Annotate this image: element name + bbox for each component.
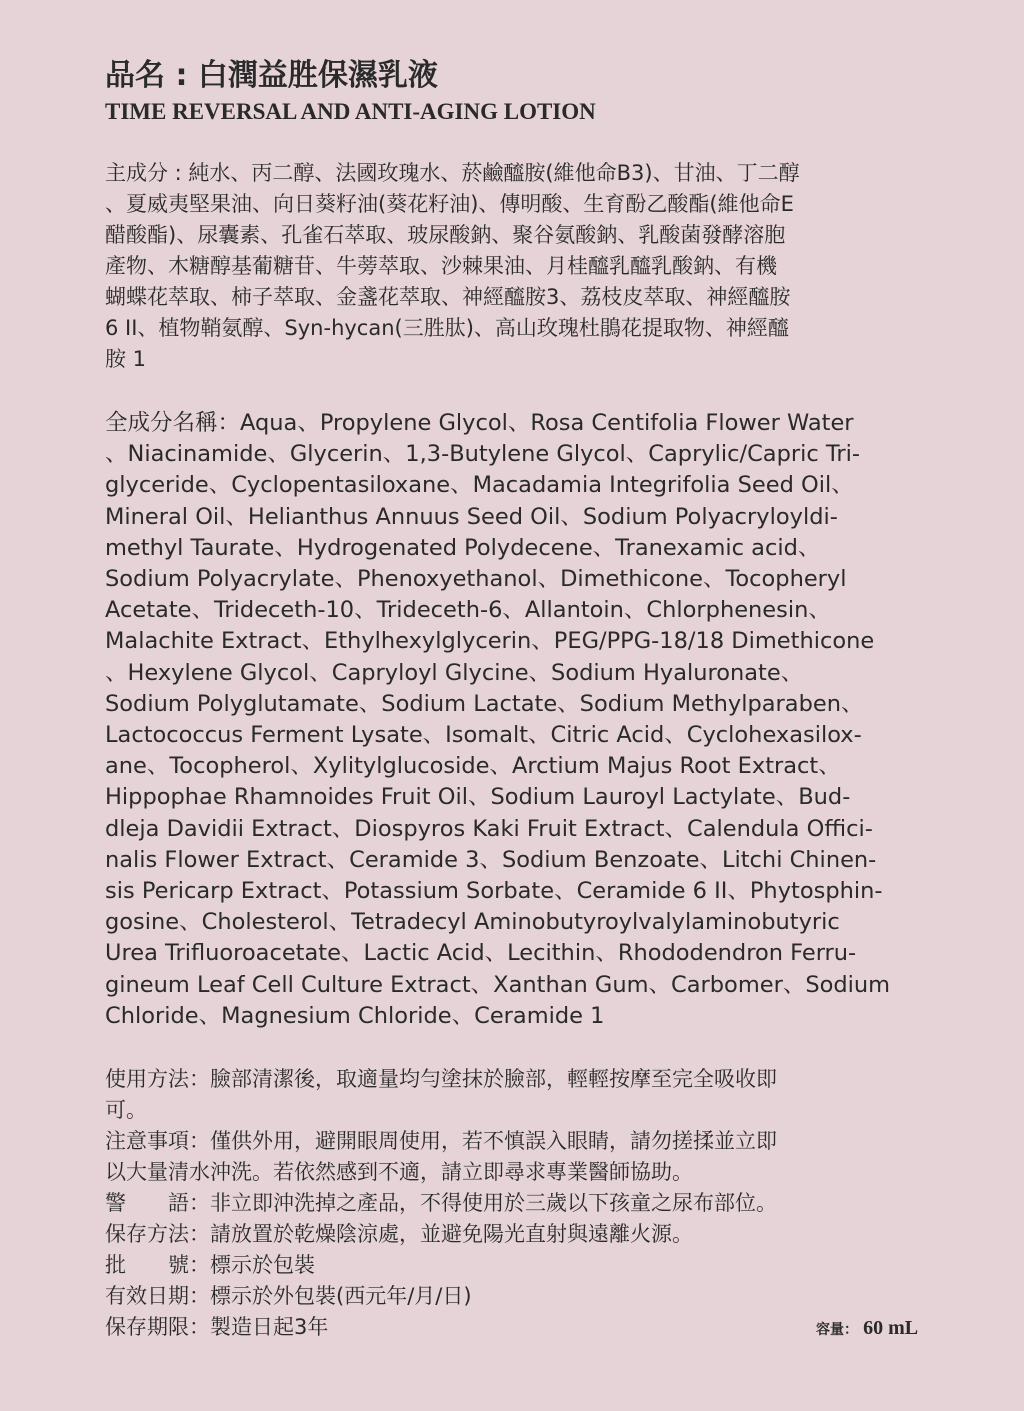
full-ingredients-line: Urea Trifluoroacetate、Lactic Acid、Lecithin、Rhododendron Ferru- [105, 940, 857, 967]
main-ingredients-line: 產物、木糖醇基葡糖苷、牛蒡萃取、沙棘果油、月桂醯乳醯乳酸鈉、有機 [105, 254, 777, 278]
main-ingredients-line: 、夏威夷堅果油、向日葵籽油(葵花籽油)、傳明酸、生育酚乙酸酯(維他命E [105, 192, 794, 216]
full-ingredients-line: Sodium Polyglutamate、Sodium Lactate、Sodium Methylparaben、 [105, 690, 864, 717]
full-ingredients-line: dleja Davidii Extract、Diospyros Kaki Fruit Extract、Calendula Offici- [105, 815, 873, 842]
storage-method-line: 保存方法：請放置於乾燥陰涼處，並避免陽光直射與遠離火源。 [105, 1222, 693, 1246]
full-ingredients-line: glyceride、Cyclopentasiloxane、Macadamia Integrifolia Seed Oil、 [105, 472, 854, 499]
usage-method-line: 可。 [105, 1098, 147, 1122]
usage-info-block [105, 1064, 965, 1343]
main-ingredients-line: 6 II、植物鞘氨醇、Syn-hycan(三胜肽)、高山玫瑰杜鵑花提取物、神經醯 [105, 316, 789, 340]
full-ingredients-line: Hippophae Rhamnoides Fruit Oil、Sodium Lauroyl Lactylate、Bud- [105, 784, 851, 811]
full-ingredients-line: 、Hexylene Glycol、Capryloyl Glycine、Sodium Hyaluronate、 [105, 659, 804, 686]
precautions-line: 以大量清水沖洗。若依然感到不適，請立即尋求專業醫師協助。 [105, 1160, 693, 1184]
main-ingredients-line: 胺 1 [105, 347, 147, 371]
volume-info [816, 1317, 918, 1340]
full-ingredients-line: sis Pericarp Extract、Potassium Sorbate、Ceramide 6 II、Phytosphin- [105, 878, 883, 905]
full-ingredients-line: Malachite Extract、Ethylhexylglycerin、PEG/PPG-18/18 Dimethicone [105, 628, 875, 655]
warning-line: 警 語：非立即沖洗掉之產品，不得使用於三歲以下孩童之尿布部位。 [105, 1191, 777, 1215]
full-ingredients-line: gineum Leaf Cell Culture Extract、Xanthan Gum、Carbomer、Sodium [105, 971, 891, 998]
full-ingredients-line: ane、Tocopherol、Xylitylglucoside、Arctium Majus Root Extract、 [105, 753, 841, 780]
full-ingredients-line: methyl Taurate、Hydrogenated Polydecene、Tranexamic acid、 [105, 534, 821, 561]
volume-label: 容量： [816, 1322, 858, 1338]
full-ingredients-block [105, 408, 1005, 1032]
full-ingredients-line: gosine、Cholesterol、Tetradecyl Aminobutyroylvalylaminobutyric [105, 909, 840, 936]
full-ingredients-line: nalis Flower Extract、Ceramide 3、Sodium Benzoate、Litchi Chinen- [105, 846, 877, 873]
full-ingredients-line: Lactococcus Ferment Lysate、Isomalt、Citric Acid、Cyclohexasilox- [105, 722, 862, 749]
main-ingredients-line: 醋酸酯)、尿囊素、孔雀石萃取、玻尿酸鈉、聚谷氨酸鈉、乳酸菌發酵溶胞 [105, 223, 786, 247]
expiry-date-line: 有效日期：標示於外包裝(西元年/月/日) [105, 1284, 472, 1308]
volume-value: 60 mL [863, 1317, 919, 1339]
full-ingredients-line: Acetate、Trideceth-10、Trideceth-6、Allantoin、Chlorphenesin、 [105, 597, 831, 624]
shelf-life-line: 保存期限：製造日起3年 [105, 1315, 329, 1339]
full-ingredients-line: 、Niacinamide、Glycerin、1,3-Butylene Glycol、Caprylic/Capric Tri- [105, 441, 860, 468]
main-ingredients-block [105, 158, 965, 375]
main-ingredients-line: 主成分 : 純水、丙二醇、法國玫瑰水、菸鹼醯胺(維他命B3)、甘油、丁二醇 [105, 161, 800, 185]
usage-method-line: 使用方法：臉部清潔後，取適量均勻塗抹於臉部，輕輕按摩至完全吸收即 [105, 1067, 777, 1091]
product-english-name: TIME REVERSAL AND ANTI-AGING LOTION [105, 99, 596, 124]
batch-number-line: 批 號：標示於包裝 [105, 1253, 315, 1277]
full-ingredients-line: Mineral Oil、Helianthus Annuus Seed Oil、Sodium Polyacryloyldi- [105, 503, 838, 530]
product-name-title: 品名 : 白潤益胜保濕乳液 [105, 58, 438, 93]
full-ingredients-line: 全成分名稱：Aqua、Propylene Glycol、Rosa Centifolia Flower Water [105, 410, 854, 436]
main-ingredients-line: 蝴蝶花萃取、柿子萃取、金盞花萃取、神經醯胺3、荔枝皮萃取、神經醯胺 [105, 285, 791, 309]
precautions-line: 注意事項：僅供外用，避開眼周使用，若不慎誤入眼睛，請勿搓揉並立即 [105, 1129, 777, 1153]
full-ingredients-line: Chloride、Magnesium Chloride、Ceramide 1 [105, 1002, 605, 1029]
full-ingredients-line: Sodium Polyacrylate、Phenoxyethanol、Dimethicone、Tocopheryl [105, 566, 847, 593]
